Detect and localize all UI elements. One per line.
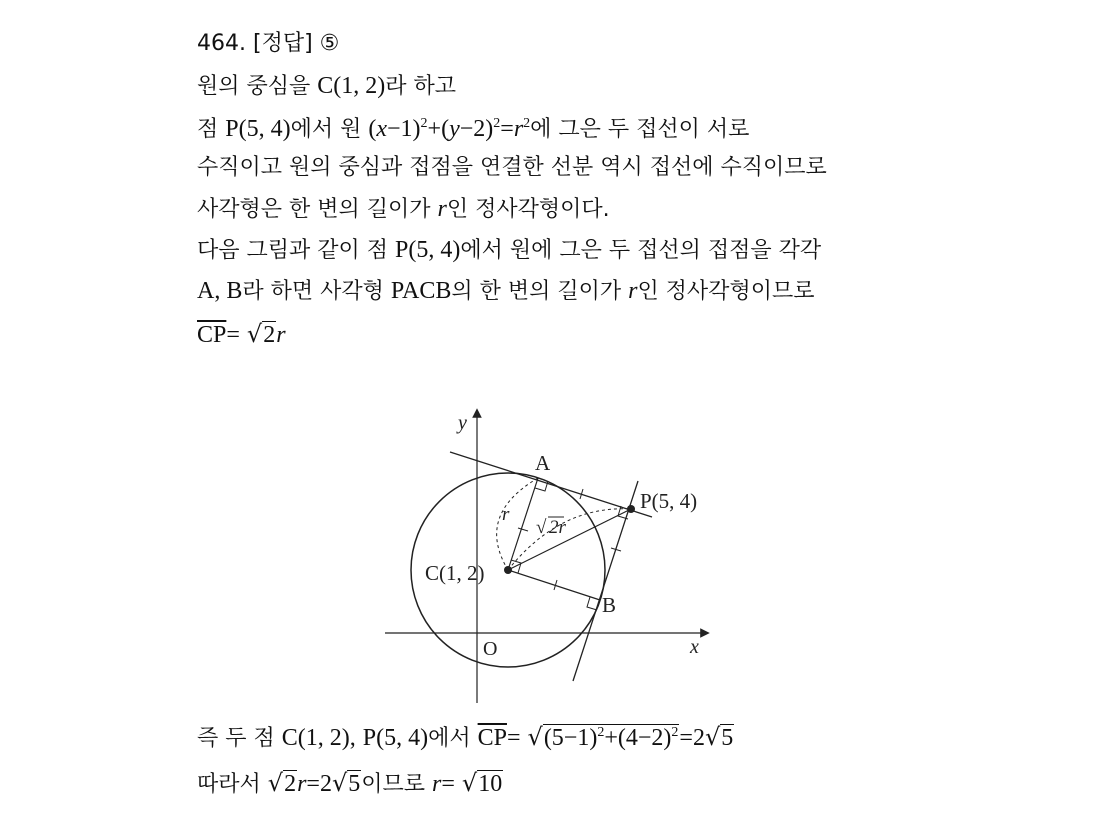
text: 즉 두 점 bbox=[197, 726, 275, 751]
point-c-dot bbox=[504, 566, 512, 574]
conclusion-line-2 bbox=[197, 768, 503, 800]
solution-line-3 bbox=[197, 114, 749, 145]
point-p-dot bbox=[627, 505, 635, 513]
label-r: r bbox=[502, 504, 510, 525]
equals-2: =2 bbox=[306, 771, 332, 797]
solution-line-5 bbox=[197, 194, 610, 225]
point-a-label: A bbox=[535, 451, 551, 475]
text: 점 bbox=[197, 117, 219, 142]
segment-cp: $\overline{CP}$ bbox=[197, 322, 227, 348]
sqrt5: √5 bbox=[331, 769, 361, 797]
solution-line-7 bbox=[197, 276, 814, 307]
text: 다음 그림과 같이 점 bbox=[197, 238, 388, 263]
problem-header bbox=[197, 29, 339, 59]
text: 라 하고 bbox=[385, 74, 457, 99]
equals: = bbox=[226, 322, 240, 348]
equals: = bbox=[441, 771, 455, 797]
problem-number: 464. bbox=[197, 31, 246, 56]
answer-label: [정답] bbox=[252, 31, 313, 56]
var-r: r bbox=[432, 771, 442, 797]
var-r: r bbox=[628, 278, 638, 304]
radius-ca bbox=[508, 478, 538, 570]
var-r: r bbox=[437, 196, 447, 222]
conclusion-line-1 bbox=[197, 722, 734, 754]
solution-line-6 bbox=[197, 235, 821, 266]
point-c: C(1, 2), bbox=[281, 725, 356, 751]
square-name: PACB bbox=[390, 278, 452, 304]
solution-line-2 bbox=[197, 71, 456, 102]
text: 에 그은 두 접선이 서로 bbox=[530, 117, 750, 142]
point-p: P(5, 4) bbox=[395, 237, 461, 263]
geometry-figure bbox=[380, 405, 710, 705]
label-2r: 2r bbox=[549, 517, 566, 538]
sqrt5: √5 bbox=[704, 723, 734, 751]
sqrt10: √10 bbox=[461, 769, 503, 797]
tangent-line-a bbox=[450, 452, 652, 517]
text: 에서 원 bbox=[290, 117, 362, 142]
x-axis-label: x bbox=[690, 636, 699, 658]
origin-label: O bbox=[483, 638, 498, 660]
label-sqrt: √ bbox=[536, 517, 547, 538]
text: 원의 중심을 bbox=[197, 74, 311, 99]
text: 이므로 bbox=[361, 772, 426, 797]
distance-formula: $√(5-1)^2+(4-2)^2$ bbox=[527, 723, 679, 751]
text: 인 정사각형이므로 bbox=[637, 279, 815, 304]
solution-line-8 bbox=[197, 319, 286, 351]
point-p: P(5, 4) bbox=[362, 725, 429, 751]
sqrt2-r: √2r bbox=[246, 320, 286, 348]
radius-cb bbox=[508, 570, 600, 600]
point-p: P(5, 4) bbox=[225, 116, 291, 142]
point-c-label: C(1, 2) bbox=[425, 561, 485, 585]
answer-choice: ⑤ bbox=[319, 31, 340, 56]
text: 의 한 변의 길이가 bbox=[451, 279, 622, 304]
text: 에서 bbox=[428, 726, 471, 751]
point-p-label: P(5, 4) bbox=[640, 489, 698, 513]
y-axis-label: y bbox=[458, 412, 467, 434]
solution-line-4: 수직이고 원의 중심과 접점을 연결한 선분 역시 접선에 수직이므로 bbox=[197, 155, 827, 180]
tick-ca bbox=[518, 528, 528, 531]
circle-equation: $(x-1)^2+(y-2)^2=r^2$ bbox=[368, 116, 531, 142]
text: 사각형은 한 변의 길이가 bbox=[197, 197, 431, 222]
equals-2: =2 bbox=[679, 725, 705, 751]
text: 라 하면 사각형 bbox=[242, 279, 384, 304]
point-b-label: B bbox=[602, 593, 617, 617]
points-ab: A, B bbox=[197, 278, 243, 304]
text: 인 정사각형이다. bbox=[446, 197, 610, 222]
text: 에서 원에 그은 두 접선의 접점을 각각 bbox=[460, 238, 822, 263]
sqrt2-r: √2r bbox=[267, 769, 307, 797]
segment-cp: $\overline{CP}$ bbox=[477, 725, 507, 751]
equals: = bbox=[506, 725, 521, 751]
center-c: C(1, 2) bbox=[317, 73, 386, 99]
text: 따라서 bbox=[197, 772, 261, 797]
